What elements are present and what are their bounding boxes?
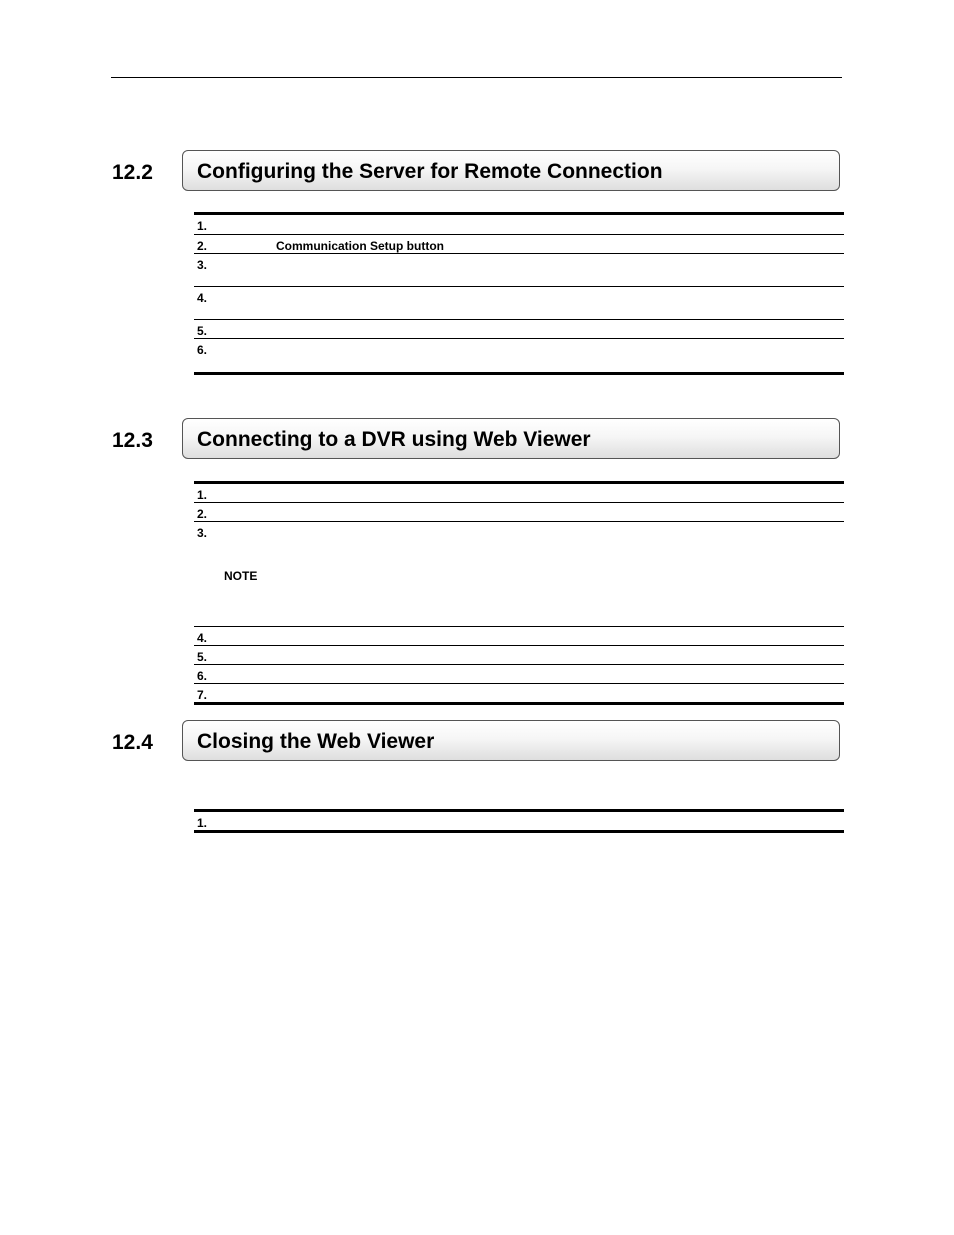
step-number: 3. <box>197 526 208 540</box>
step-number: 1. <box>197 219 208 233</box>
section-number: 12.4 <box>112 731 153 754</box>
steps-table <box>194 212 844 375</box>
step-number: 5. <box>197 650 208 664</box>
page-header-rule <box>111 77 842 78</box>
table-rule-bottom <box>194 372 844 375</box>
section-heading-box <box>182 720 840 761</box>
section-heading-box <box>182 150 840 191</box>
step-row <box>194 287 844 319</box>
step-text: Communication Setup button <box>276 239 444 253</box>
steps-table <box>194 809 844 833</box>
section-title: Closing the Web Viewer <box>197 730 435 753</box>
step-row <box>194 522 844 626</box>
step-number: 4. <box>197 291 208 305</box>
step-row <box>194 503 844 521</box>
step-row <box>194 484 844 502</box>
step-row <box>194 627 844 645</box>
step-row <box>194 215 844 234</box>
section-number: 12.2 <box>112 161 153 184</box>
step-row <box>194 646 844 664</box>
note-label: NOTE <box>224 569 258 583</box>
step-number: 5. <box>197 324 208 338</box>
steps-table <box>194 481 844 705</box>
step-number: 7. <box>197 688 208 702</box>
section-heading-box <box>182 418 840 459</box>
step-number: 1. <box>197 488 208 502</box>
section-title: Configuring the Server for Remote Connection <box>197 160 663 183</box>
step-number: 6. <box>197 669 208 683</box>
table-rule-bottom <box>194 830 844 833</box>
step-row <box>194 320 844 338</box>
step-row <box>194 812 844 830</box>
step-row <box>194 684 844 702</box>
step-number: 3. <box>197 258 208 272</box>
step-row <box>194 665 844 683</box>
table-rule-bottom <box>194 702 844 705</box>
section-number: 12.3 <box>112 429 153 452</box>
step-number: 2. <box>197 507 208 521</box>
step-number: 1. <box>197 816 208 830</box>
step-row <box>194 254 844 286</box>
step-number: 2. <box>197 239 208 253</box>
step-number: 6. <box>197 343 208 357</box>
step-row <box>194 235 844 253</box>
step-number: 4. <box>197 631 208 645</box>
step-row <box>194 339 844 372</box>
section-title: Connecting to a DVR using Web Viewer <box>197 428 591 451</box>
